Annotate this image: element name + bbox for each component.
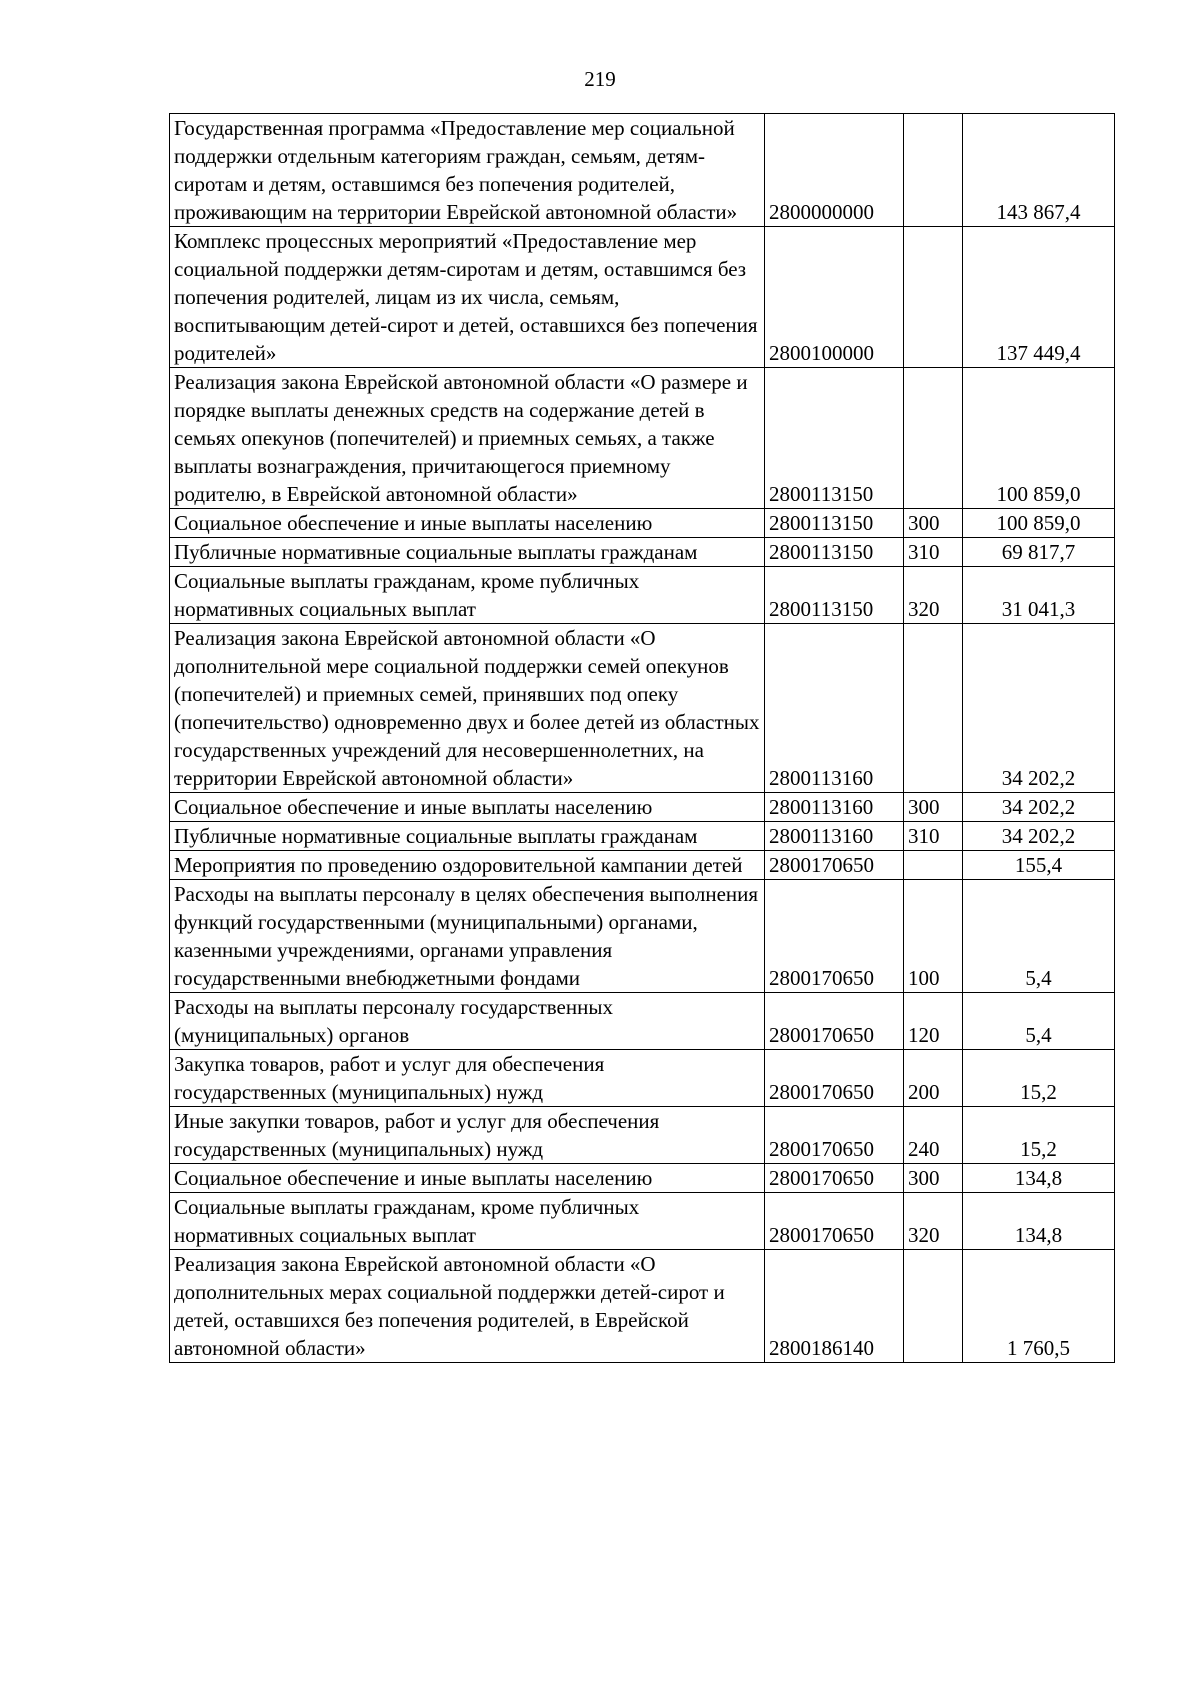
table-row [170, 368, 1115, 509]
expense-type-cell: 300 [904, 793, 963, 822]
table-row [170, 1107, 1115, 1164]
expense-name-cell: Социальное обеспечение и иные выплаты населению [170, 1164, 765, 1193]
expense-type-cell: 300 [904, 1164, 963, 1193]
expense-name-cell: Социальные выплаты гражданам, кроме публичных нормативных социальных выплат [170, 567, 765, 624]
expense-type-cell: 200 [904, 1050, 963, 1107]
expense-type-cell: 240 [904, 1107, 963, 1164]
expense-name-cell: Публичные нормативные социальные выплаты гражданам [170, 538, 765, 567]
target-code-cell: 2800113160 [765, 822, 904, 851]
amount-cell: 34 202,2 [963, 793, 1115, 822]
table-row [170, 509, 1115, 538]
amount-cell: 34 202,2 [963, 624, 1115, 793]
table-row [170, 880, 1115, 993]
expense-type-cell [904, 1250, 963, 1363]
amount-cell: 15,2 [963, 1050, 1115, 1107]
amount-cell: 31 041,3 [963, 567, 1115, 624]
table-row [170, 1250, 1115, 1363]
expense-name-cell: Социальное обеспечение и иные выплаты населению [170, 793, 765, 822]
target-code-cell: 2800170650 [765, 851, 904, 880]
expense-name-cell: Мероприятия по проведению оздоровительной кампании детей [170, 851, 765, 880]
target-code-cell: 2800113150 [765, 368, 904, 509]
amount-cell: 1 760,5 [963, 1250, 1115, 1363]
table-row [170, 1193, 1115, 1250]
expense-name-cell: Иные закупки товаров, работ и услуг для обеспечения государственных (муниципальных) нужд [170, 1107, 765, 1164]
expense-type-cell: 300 [904, 509, 963, 538]
expense-name-cell: Реализация закона Еврейской автономной области «О размере и порядке выплаты денежных средств на содержание детей в семьях опекунов (попечителей) и приемных семьях, а также выплаты вознаграждения, причитающегося приемному родителю, в Еврейской автономной области» [170, 368, 765, 509]
expense-name-cell: Публичные нормативные социальные выплаты гражданам [170, 822, 765, 851]
expense-name-cell: Социальное обеспечение и иные выплаты населению [170, 509, 765, 538]
amount-cell: 137 449,4 [963, 227, 1115, 368]
amount-cell: 134,8 [963, 1164, 1115, 1193]
target-code-cell: 2800113160 [765, 793, 904, 822]
table-row [170, 1164, 1115, 1193]
table-row [170, 1050, 1115, 1107]
expense-type-cell: 310 [904, 822, 963, 851]
table-row [170, 567, 1115, 624]
target-code-cell: 2800170650 [765, 1164, 904, 1193]
table-row [170, 538, 1115, 567]
expense-type-cell: 310 [904, 538, 963, 567]
target-code-cell: 2800170650 [765, 1050, 904, 1107]
expense-type-cell [904, 227, 963, 368]
amount-cell: 100 859,0 [963, 509, 1115, 538]
expense-name-cell: Государственная программа «Предоставление мер социальной поддержки отдельным категориям граждан, семьям, детям-сиротам и детям, оставшимся без попечения родителей, проживающим на территории Еврейской автономной области» [170, 114, 765, 227]
amount-cell: 143 867,4 [963, 114, 1115, 227]
target-code-cell: 2800113160 [765, 624, 904, 793]
expense-name-cell: Расходы на выплаты персоналу государственных (муниципальных) органов [170, 993, 765, 1050]
amount-cell: 5,4 [963, 993, 1115, 1050]
table-row [170, 624, 1115, 793]
table-row [170, 114, 1115, 227]
target-code-cell: 2800113150 [765, 509, 904, 538]
target-code-cell: 2800113150 [765, 567, 904, 624]
target-code-cell: 2800170650 [765, 1193, 904, 1250]
target-code-cell: 2800170650 [765, 993, 904, 1050]
expense-type-cell [904, 114, 963, 227]
table-row [170, 822, 1115, 851]
expense-name-cell: Закупка товаров, работ и услуг для обеспечения государственных (муниципальных) нужд [170, 1050, 765, 1107]
table-row [170, 993, 1115, 1050]
target-code-cell: 2800186140 [765, 1250, 904, 1363]
amount-cell: 69 817,7 [963, 538, 1115, 567]
table-row [170, 851, 1115, 880]
amount-cell: 15,2 [963, 1107, 1115, 1164]
target-code-cell: 2800170650 [765, 1107, 904, 1164]
target-code-cell: 2800170650 [765, 880, 904, 993]
expense-name-cell: Социальные выплаты гражданам, кроме публичных нормативных социальных выплат [170, 1193, 765, 1250]
amount-cell: 100 859,0 [963, 368, 1115, 509]
budget-table [169, 113, 1115, 1363]
expense-name-cell: Реализация закона Еврейской автономной области «О дополнительных мерах социальной поддержки детей-сирот и детей, оставшихся без попечения родителей, в Еврейской автономной области» [170, 1250, 765, 1363]
target-code-cell: 2800100000 [765, 227, 904, 368]
expense-name-cell: Реализация закона Еврейской автономной области «О дополнительной мере социальной поддержки семей опекунов (попечителей) и приемных семей, принявших под опеку (попечительство) одновременно двух и более детей из областных государственных учреждений для несовершеннолетних, на территории Еврейской автономной области» [170, 624, 765, 793]
expense-name-cell: Расходы на выплаты персоналу в целях обеспечения выполнения функций государственными (муниципальными) органами, казенными учреждениями, органами управления государственными внебюджетными фондами [170, 880, 765, 993]
expense-type-cell [904, 624, 963, 793]
amount-cell: 155,4 [963, 851, 1115, 880]
budget-table-body [170, 114, 1115, 1363]
expense-type-cell: 320 [904, 567, 963, 624]
amount-cell: 134,8 [963, 1193, 1115, 1250]
expense-type-cell: 320 [904, 1193, 963, 1250]
target-code-cell: 2800113150 [765, 538, 904, 567]
amount-cell: 5,4 [963, 880, 1115, 993]
expense-type-cell [904, 851, 963, 880]
expense-type-cell [904, 368, 963, 509]
table-row [170, 227, 1115, 368]
expense-type-cell: 120 [904, 993, 963, 1050]
expense-name-cell: Комплекс процессных мероприятий «Предоставление мер социальной поддержки детям-сиротам и детям, оставшимся без попечения родителей, лицам из их числа, семьям, воспитывающим детей-сирот и детей, оставшихся без попечения родителей» [170, 227, 765, 368]
table-row [170, 793, 1115, 822]
amount-cell: 34 202,2 [963, 822, 1115, 851]
expense-type-cell: 100 [904, 880, 963, 993]
page-number: 219 [584, 67, 616, 91]
target-code-cell: 2800000000 [765, 114, 904, 227]
